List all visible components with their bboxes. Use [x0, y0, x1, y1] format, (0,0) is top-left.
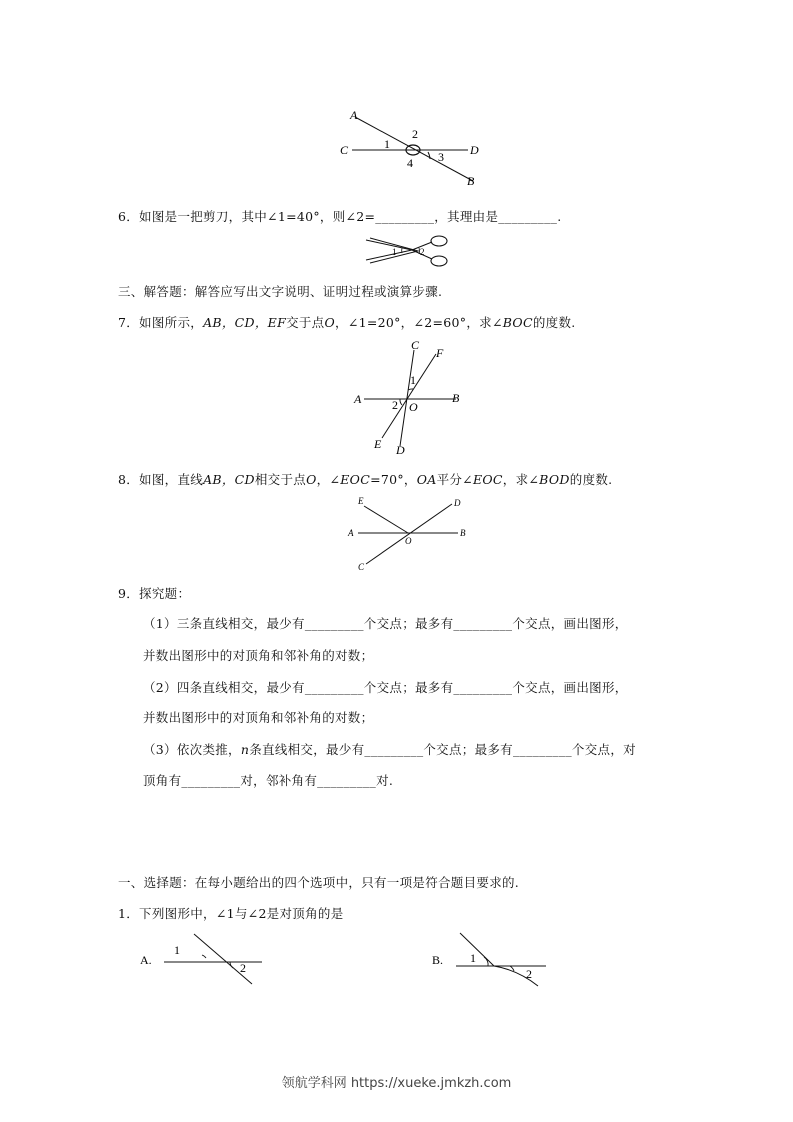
label-b: B	[460, 528, 466, 538]
section-3-heading: 三、解答题：解答应写出文字说明、证明过程或演算步骤.	[118, 284, 443, 299]
question-9-part1-line2: 并数出图形中的对顶角和邻补角的对数；	[143, 648, 374, 663]
question-9-title: 9．探究题：	[118, 586, 191, 601]
q8-rest4: ，求∠	[502, 472, 540, 487]
question-9-part3-line2: 顶角有_________对，邻补角有_________对.	[143, 773, 394, 788]
q8-rest1: ，∠	[316, 472, 341, 487]
label-e: E	[374, 437, 382, 451]
figure-q8	[342, 494, 472, 570]
label-o: O	[405, 536, 412, 546]
q8-angle3: BOD	[539, 472, 570, 487]
question-6: 6．如图是一把剪刀，其中∠1=40°，则∠2=_________，其理由是_________.	[118, 209, 562, 224]
section-1-heading: 一、选择题：在每小题给出的四个选项中，只有一项是符合题目要求的.	[118, 875, 520, 890]
q7-lines: AB，CD，EF	[203, 315, 287, 330]
label-2: 2	[392, 398, 398, 412]
question-1: 1．下列图形中，∠1与∠2是对顶角的是	[118, 906, 344, 921]
q7-prefix: 7．如图所示，	[118, 315, 204, 330]
label-b: B	[467, 174, 475, 188]
q8-ray: OA	[416, 472, 437, 487]
footer-watermark[interactable]: 领航学科网 https://xueke.jmkzh.com	[281, 1076, 512, 1091]
label-1: 1	[410, 373, 416, 387]
option-a-label: A.	[140, 953, 152, 967]
q8-mid: 相交于点	[254, 472, 307, 487]
label-1: 1	[470, 951, 476, 965]
label-c: C	[340, 143, 349, 157]
label-d: D	[454, 498, 461, 508]
question-7	[118, 313, 576, 331]
q8-point: O	[306, 472, 317, 487]
q7-end: 的度数.	[532, 315, 576, 330]
q8-angle1: EOC	[340, 472, 371, 487]
question-9-part2-line1: （2）四条直线相交，最少有_________个交点；最多有_________个交点，画出图形，	[143, 680, 628, 695]
label-4: 4	[407, 156, 413, 170]
q9-p3-post: 条直线相交，最少有_________个交点；最多有_________个交点，对	[249, 742, 636, 757]
q8-rest2: =70°，	[370, 472, 417, 487]
question-9-part2-line2: 并数出图形中的对顶角和邻补角的对数；	[143, 710, 374, 725]
q7-angle: BOC	[502, 315, 533, 330]
option-b	[428, 928, 558, 988]
label-a: A	[350, 108, 358, 122]
q8-lines: AB，CD	[203, 472, 255, 487]
q7-point: O	[324, 315, 336, 330]
figure-q7	[350, 338, 470, 458]
label-f: F	[436, 346, 444, 360]
label-b: B	[452, 391, 460, 405]
q7-rest: ，∠1=20°，∠2=60°，求∠	[335, 315, 503, 330]
question-9-part3-line1	[143, 740, 636, 758]
q8-angle2: EOC	[472, 472, 503, 487]
label-o: O	[409, 400, 418, 414]
label-2: 2	[526, 967, 532, 981]
label-1: 1	[174, 943, 180, 957]
option-b-label: B.	[432, 953, 444, 967]
figure-scissors	[362, 232, 462, 270]
label-e: E	[358, 496, 364, 506]
question-8	[118, 470, 612, 488]
label-1: 1	[392, 247, 397, 257]
q9-p3-n: n	[240, 742, 250, 757]
label-2: 2	[412, 127, 418, 141]
label-c: C	[411, 338, 420, 352]
label-a: A	[354, 392, 362, 406]
option-a	[138, 928, 268, 988]
question-9-part1-line1: （1）三条直线相交，最少有_________个交点；最多有_________个交点，画出图形，	[143, 616, 628, 631]
label-2: 2	[420, 247, 425, 257]
q8-end: 的度数.	[569, 472, 613, 487]
q7-mid: 交于点	[286, 315, 325, 330]
label-2: 2	[240, 961, 246, 975]
q9-p3-pre: （3）依次类推，	[143, 742, 241, 757]
figure-angles-1234	[330, 105, 490, 190]
label-d: D	[470, 143, 479, 157]
label-3: 3	[438, 150, 444, 164]
label-c: C	[358, 562, 365, 570]
q8-rest3: 平分∠	[436, 472, 473, 487]
label-a: A	[348, 528, 354, 538]
label-d: D	[396, 443, 405, 457]
q8-prefix: 8．如图，直线	[118, 472, 204, 487]
label-1: 1	[384, 137, 390, 151]
